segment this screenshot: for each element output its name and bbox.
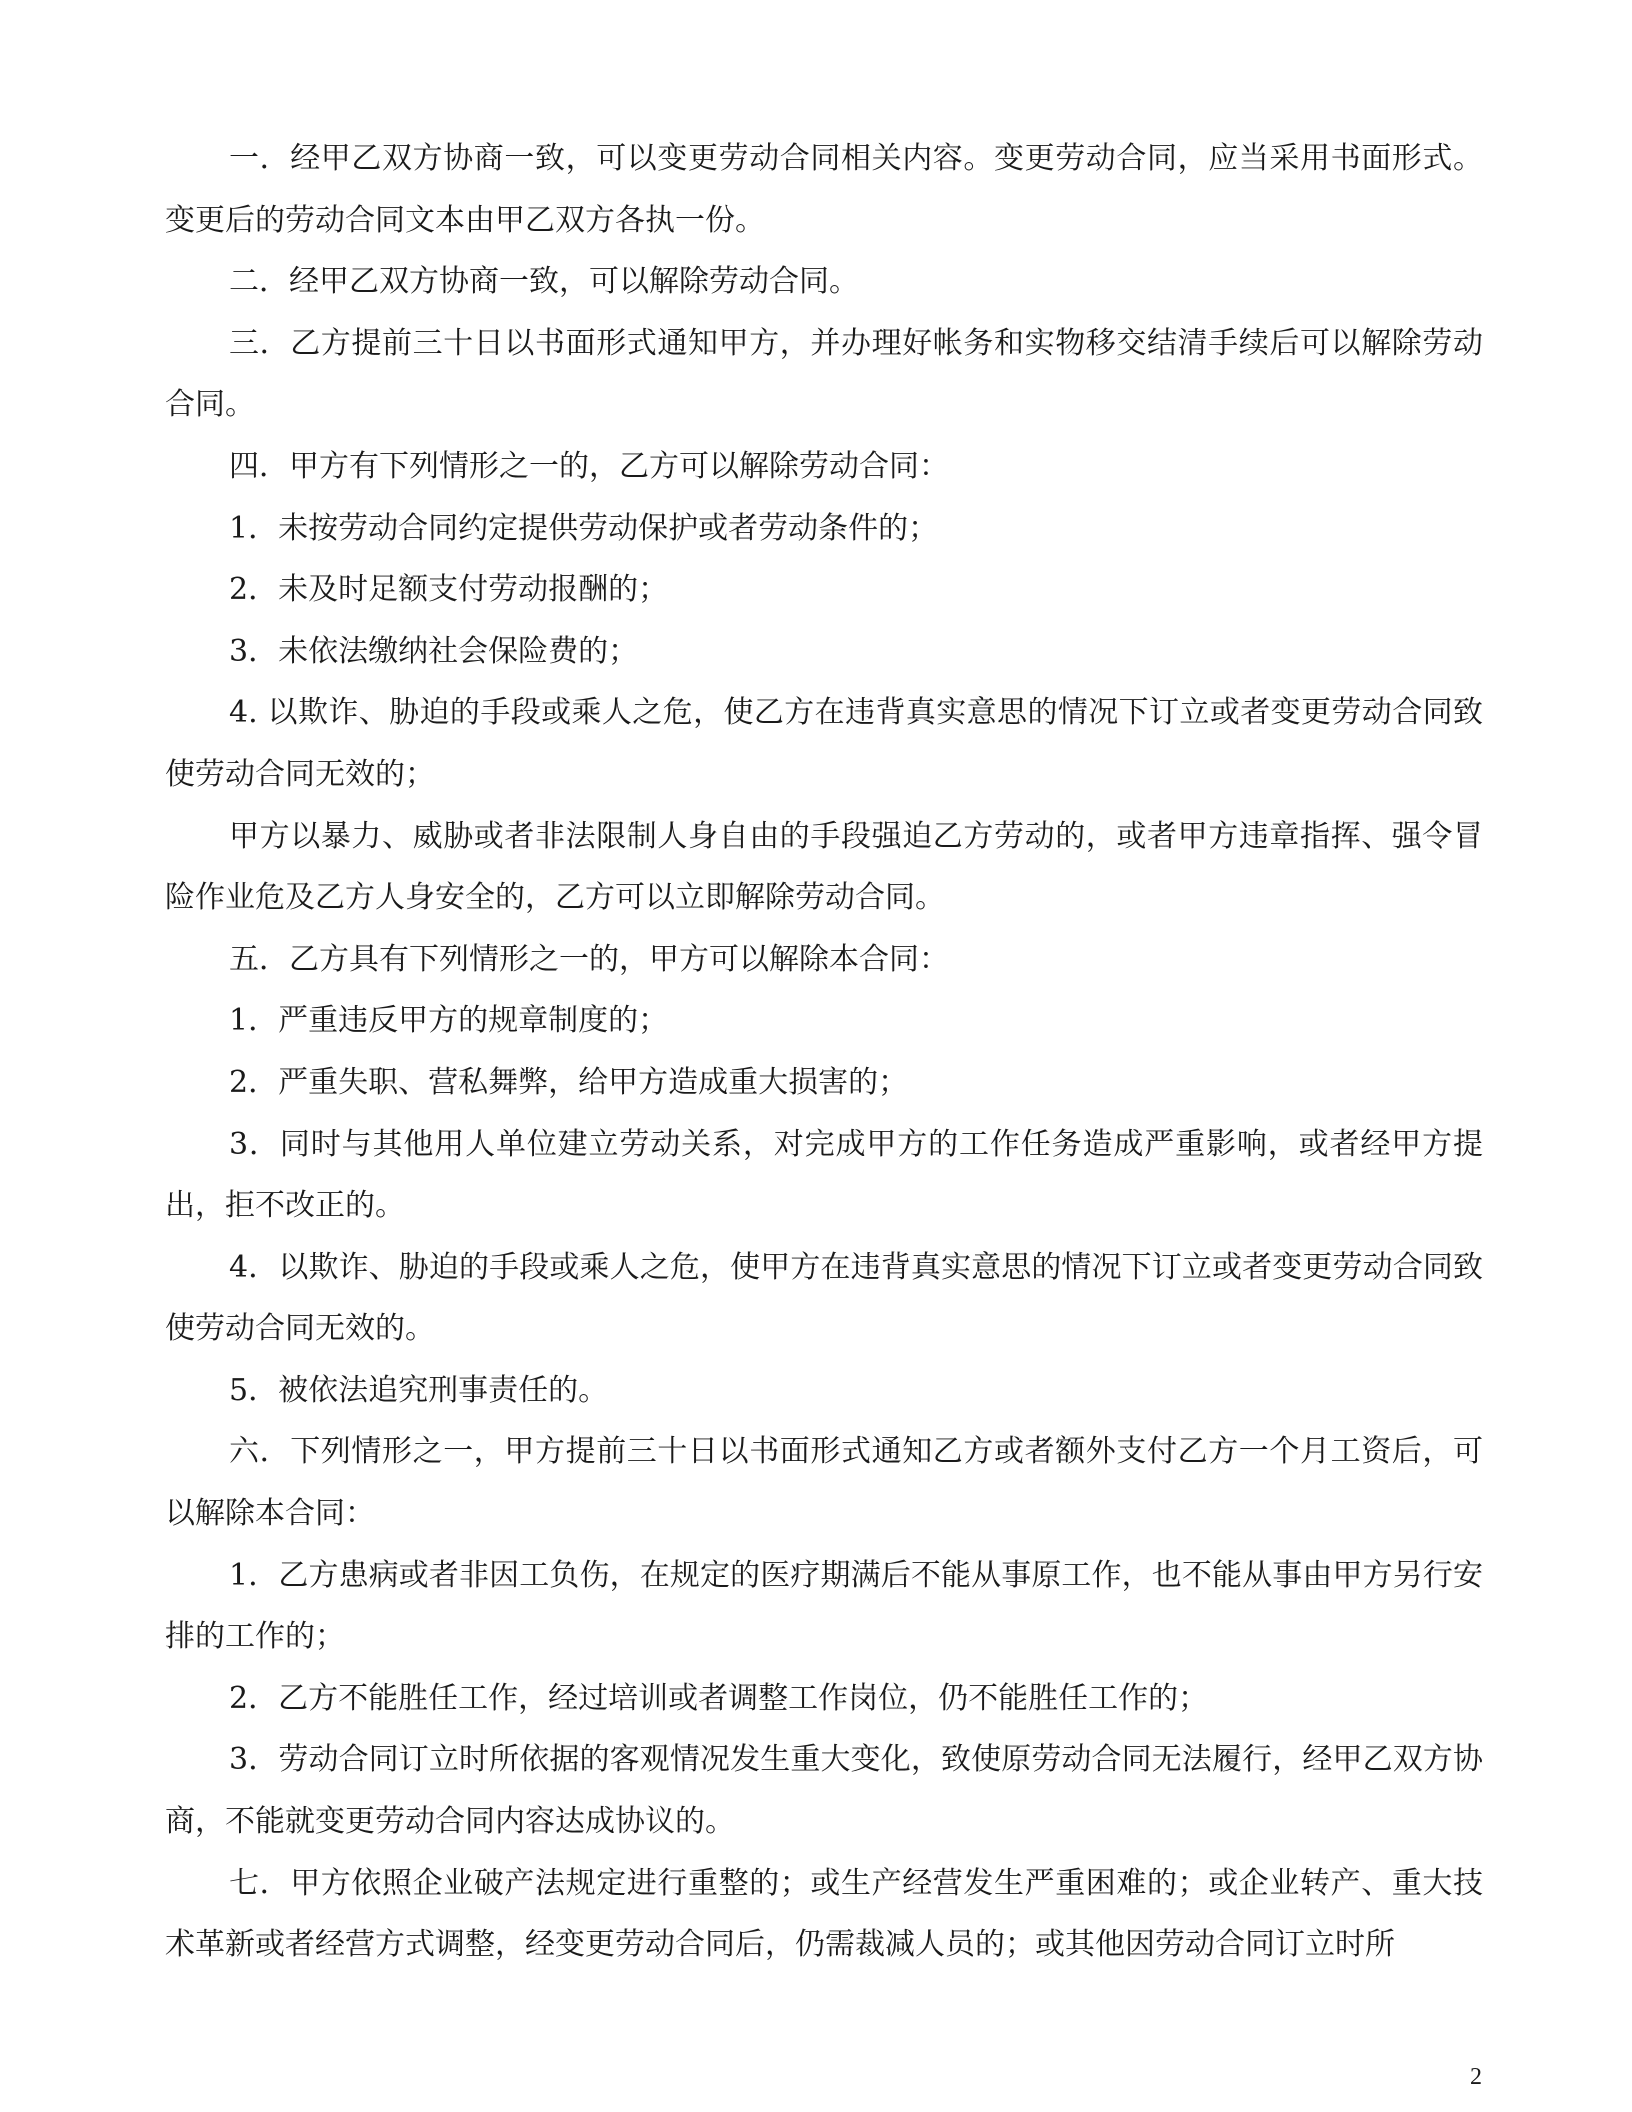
paragraph-clause-1: 一．经甲乙双方协商一致，可以变更劳动合同相关内容。变更劳动合同，应当采用书面形式。变更后的劳动合同文本由甲乙双方各执一份。 (165, 141, 1483, 238)
paragraph-clause-5: 五．乙方具有下列情形之一的，甲方可以解除本合同： (229, 941, 949, 977)
document-body (165, 128, 1483, 1976)
paragraph-clause-6-item-1: 1．乙方患病或者非因工负伤，在规定的医疗期满后不能从事原工作，也不能从事由甲方另行安排的工作的； (165, 1557, 1483, 1655)
paragraph-clause-5-item-3: 3．同时与其他用人单位建立劳动关系，对完成甲方的工作任务造成严重影响，或者经甲方提出，拒不改正的。 (165, 1126, 1483, 1224)
paragraph-clause-5-item-1: 1．严重违反甲方的规章制度的； (229, 1003, 669, 1039)
paragraph-clause-3: 三．乙方提前三十日以书面形式通知甲方，并办理好帐务和实物移交结清手续后可以解除劳动合同。 (165, 325, 1483, 423)
paragraph-clause-4: 四．甲方有下列情形之一的，乙方可以解除劳动合同： (229, 448, 949, 484)
paragraph-clause-6-item-2: 2．乙方不能胜任工作，经过培训或者调整工作岗位，仍不能胜任工作的； (229, 1680, 1209, 1716)
paragraph-clause-4-item-1: 1．未按劳动合同约定提供劳动保护或者劳动条件的； (229, 510, 939, 546)
paragraph-clause-5-item-4: 4．以欺诈、胁迫的手段或乘人之危，使甲方在违背真实意思的情况下订立或者变更劳动合同致使劳动合同无效的。 (165, 1249, 1483, 1347)
page-number: 2 (1470, 2064, 1482, 2090)
paragraph-clause-4-item-2: 2．未及时足额支付劳动报酬的； (229, 572, 669, 608)
paragraph-clause-6-item-3: 3．劳动合同订立时所依据的客观情况发生重大变化，致使原劳动合同无法履行，经甲乙双方协商，不能就变更劳动合同内容达成协议的。 (165, 1742, 1483, 1840)
paragraph-clause-6: 六．下列情形之一，甲方提前三十日以书面形式通知乙方或者额外支付乙方一个月工资后，可以解除本合同： (165, 1434, 1483, 1532)
paragraph-clause-4-item-4: 4. 以欺诈、胁迫的手段或乘人之危，使乙方在违背真实意思的情况下订立或者变更劳动合同致使劳动合同无效的； (165, 695, 1483, 792)
paragraph-clause-5-item-2: 2．严重失职、营私舞弊，给甲方造成重大损害的； (229, 1064, 909, 1100)
paragraph-clause-2: 二．经甲乙双方协商一致，可以解除劳动合同。 (229, 264, 859, 300)
paragraph-clause-4-item-3: 3．未依法缴纳社会保险费的； (229, 633, 639, 669)
paragraph-clause-5-item-5: 5．被依法追究刑事责任的。 (229, 1372, 609, 1408)
paragraph-clause-7: 七．甲方依照企业破产法规定进行重整的；或生产经营发生严重困难的；或企业转产、重大技术革新或者经营方式调整，经变更劳动合同后，仍需裁减人员的；或其他因劳动合同订立时所 (165, 1865, 1483, 1963)
paragraph-clause-4-note: 甲方以暴力、威胁或者非法限制人身自由的手段强迫乙方劳动的，或者甲方违章指挥、强令冒险作业危及乙方人身安全的，乙方可以立即解除劳动合同。 (165, 818, 1483, 916)
